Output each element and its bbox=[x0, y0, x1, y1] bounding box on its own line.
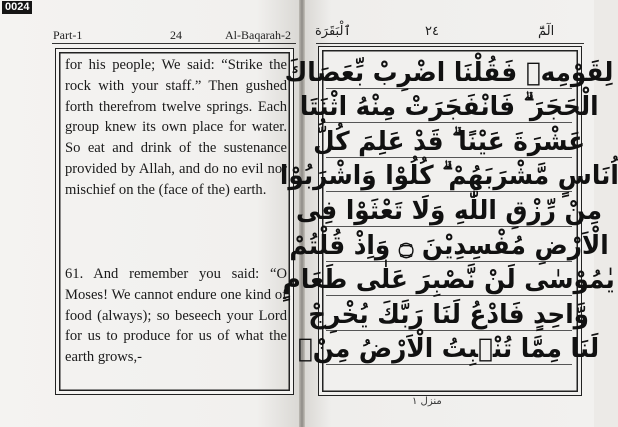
surah-name: Al-Baqarah-2 bbox=[225, 28, 291, 42]
page-tag: 0024 bbox=[2, 1, 32, 14]
page-number: 24 bbox=[170, 28, 182, 42]
translation-paragraph-1: for his people; We said: “Strike the rock with your staff.” Then gushed forth therefrom twelve springs. Each group knew its own place for water. So eat and drink of the sustenance provided by Allah, and do no evil nor mischief on the (face of the) earth. bbox=[65, 57, 287, 198]
arabic-line: اُنَاسٍ مَّشْرَبَهُمْ ۗ كُلُوْا وَاشْرَبُوْا bbox=[326, 158, 572, 193]
arabic-line: لَنَا مِمَّا تُنْۢبِتُ الْاَرْضُ مِنْۢ bbox=[326, 331, 572, 366]
part-label: Part-1 bbox=[53, 28, 83, 42]
arabic-line: مِنْ رِّزْقِ اللّٰهِ وَلَا تَعْثَوْا فِى bbox=[326, 192, 572, 227]
arabic-text-block bbox=[279, 54, 618, 365]
arabic-line: عَشْرَةَ عَيْنًا ۗ قَدْ عَلِمَ كُلُّ bbox=[326, 123, 572, 158]
header-rule-right bbox=[316, 43, 584, 44]
arabic-page-number: ٢٤ bbox=[425, 24, 439, 39]
translation-paragraph-2: 61. And remember you said: “O Moses! We cannot endure one kind of food (always); so beseech your Lord for us to produce for us of what the earth grows,- bbox=[65, 266, 287, 366]
arabic-juz: الٓمّٓ bbox=[538, 24, 555, 39]
manzil-marker: منزل ١ bbox=[412, 396, 442, 407]
arabic-line: الْحَجَرَ ۗ فَانْفَجَرَتْ مِنْهُ اثْنَتَا bbox=[326, 89, 572, 124]
arabic-surah: ٱلْبَقَرَة bbox=[315, 24, 352, 39]
arabic-line: لِقَوْمِهٖ فَقُلْنَا اضْرِبْ بِّعَصَاكَ bbox=[326, 54, 572, 89]
arabic-line: الْاَرْضِ مُفْسِدِيْنَ ۝ وَاِذْ قُلْتُمْ bbox=[326, 227, 572, 262]
arabic-line: يٰمُوْسٰى لَنْ نَّصْبِرَ عَلٰى طَعَامٍ bbox=[326, 262, 572, 297]
header-rule-left bbox=[52, 43, 296, 44]
arabic-line: وَّاحِدٍ فَادْعُ لَنَا رَبَّكَ يُخْرِجْ bbox=[326, 296, 572, 331]
